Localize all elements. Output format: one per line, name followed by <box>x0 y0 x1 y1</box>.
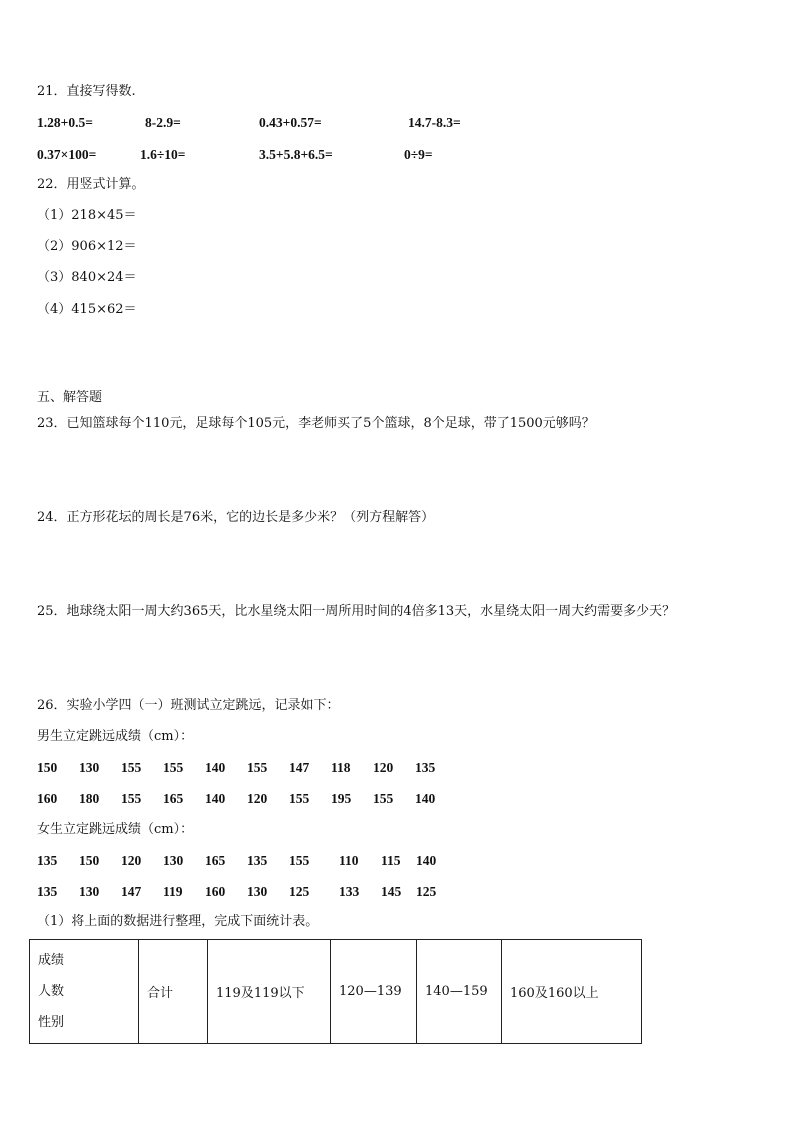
data-cell: 180 <box>79 791 100 806</box>
data-cell: 140 <box>416 853 437 868</box>
boys-label: 男生立定跳远成绩（cm）： <box>37 729 194 744</box>
header-score: 成绩 <box>38 953 65 968</box>
data-cell: 135 <box>415 760 436 775</box>
q24-text: 24．正方形花坛的周长是76米，它的边长是多少米？（列方程解答） <box>37 510 435 525</box>
data-cell: 155 <box>247 760 268 775</box>
stat-table <box>29 939 642 1044</box>
q21-expr-1: 1.28+0.5= <box>37 115 93 130</box>
data-cell: 150 <box>37 760 58 775</box>
q21-expr-4: 14.7-8.3= <box>408 115 461 130</box>
q26-sub1: （1）将上面的数据进行整理，完成下面统计表。 <box>37 914 319 929</box>
data-cell: 165 <box>163 791 184 806</box>
q21-expr-2: 8-2.9= <box>145 115 181 130</box>
col-total: 合计 <box>139 940 208 1044</box>
header-gender: 性别 <box>38 1015 65 1030</box>
header-count: 人数 <box>38 984 65 999</box>
q23-text: 23．已知篮球每个110元，足球每个105元，李老师买了5个篮球，8个足球，带了1500元够吗？ <box>37 416 595 431</box>
q21-expr-7: 3.5+5.8+6.5= <box>259 147 333 162</box>
data-cell: 135 <box>37 853 58 868</box>
table-header-diagonal <box>30 940 139 1044</box>
data-cell: 150 <box>79 853 100 868</box>
data-cell: 135 <box>247 853 268 868</box>
col-120-139: 120—139 <box>331 940 417 1044</box>
data-cell: 155 <box>373 791 394 806</box>
q21-expr-5: 0.37×100= <box>37 147 97 162</box>
q22-item-1: （1）218×45＝ <box>37 208 137 223</box>
col-119-below: 119及119以下 <box>208 940 331 1044</box>
data-cell: 125 <box>416 884 437 899</box>
data-cell: 140 <box>205 760 226 775</box>
data-cell: 160 <box>205 884 226 899</box>
data-cell: 160 <box>37 791 58 806</box>
data-cell: 110 <box>339 853 359 868</box>
data-cell: 140 <box>415 791 436 806</box>
data-cell: 195 <box>331 791 352 806</box>
col-160-above: 160及160以上 <box>502 940 642 1044</box>
q22-item-4: （4）415×62＝ <box>37 302 137 317</box>
data-cell: 130 <box>163 853 184 868</box>
data-cell: 130 <box>79 884 100 899</box>
data-cell: 130 <box>79 760 100 775</box>
data-cell: 155 <box>289 791 310 806</box>
q21-expr-8: 0÷9= <box>404 147 433 162</box>
data-cell: 155 <box>121 760 142 775</box>
col-140-159: 140—159 <box>417 940 502 1044</box>
data-cell: 118 <box>331 760 351 775</box>
data-cell: 155 <box>121 791 142 806</box>
girls-label: 女生立定跳远成绩（cm）： <box>37 822 194 837</box>
data-cell: 120 <box>373 760 394 775</box>
q25-text: 25．地球绕太阳一周大约365天，比水星绕太阳一周所用时间的4倍多13天，水星绕太阳一周大约需要多少天？ <box>37 604 676 619</box>
q21-expr-3: 0.43+0.57= <box>259 115 322 130</box>
q22-item-2: （2）906×12＝ <box>37 239 137 254</box>
data-cell: 165 <box>205 853 226 868</box>
q26-title: 26．实验小学四（一）班测试立定跳远，记录如下： <box>37 698 340 713</box>
data-cell: 120 <box>121 853 142 868</box>
q22-title: 22．用竖式计算。 <box>37 177 145 192</box>
data-cell: 140 <box>205 791 226 806</box>
data-cell: 145 <box>381 884 402 899</box>
q22-item-3: （3）840×24＝ <box>37 270 137 285</box>
data-cell: 133 <box>339 884 360 899</box>
data-cell: 155 <box>289 853 310 868</box>
data-cell: 155 <box>163 760 184 775</box>
data-cell: 120 <box>247 791 268 806</box>
q21-expr-6: 1.6÷10= <box>140 147 186 162</box>
data-cell: 115 <box>381 853 401 868</box>
data-cell: 135 <box>37 884 58 899</box>
q21-title: 21．直接写得数. <box>37 84 136 99</box>
data-cell: 130 <box>247 884 268 899</box>
section-title: 五、解答题 <box>37 390 103 405</box>
data-cell: 147 <box>289 760 310 775</box>
data-cell: 119 <box>163 884 183 899</box>
data-cell: 147 <box>121 884 142 899</box>
table-row <box>30 940 642 1044</box>
data-cell: 125 <box>289 884 310 899</box>
